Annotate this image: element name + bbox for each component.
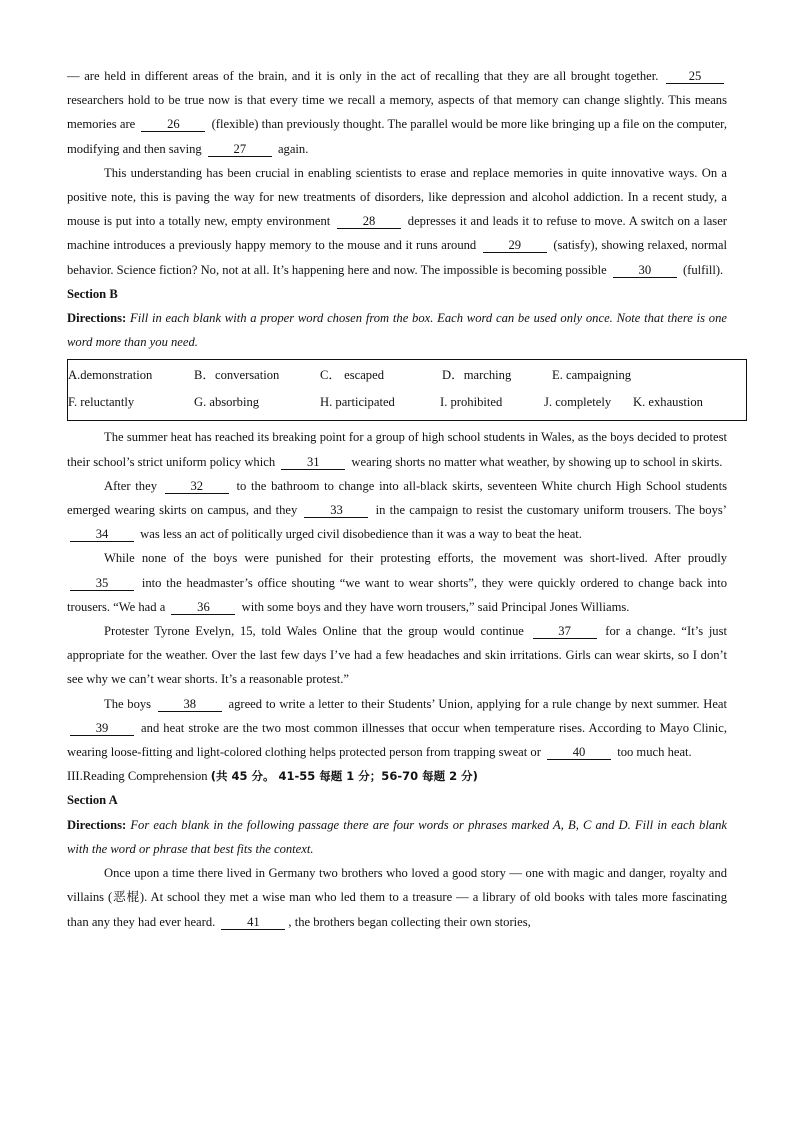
option-i: I. prohibited: [440, 395, 503, 410]
text-run: (fulfill).: [679, 262, 724, 277]
blank-25[interactable]: 25: [666, 69, 724, 84]
text-run: wearing shorts no matter what weather, by showing up to school in skirts.: [348, 454, 723, 469]
section-b-paragraph-4: [67, 619, 727, 692]
option-j: J. completely: [544, 395, 612, 410]
blank-37[interactable]: 37: [533, 624, 597, 639]
option-c: C． escaped: [320, 368, 384, 383]
passage-a-paragraph-2: [67, 161, 727, 282]
text-run: into the headmaster’s office shouting “we want to wear shorts”, they were quickly ordered to change back into trousers. “We had a: [67, 575, 727, 614]
text-run: for a change. “It’s just appropriate for the weather. Over the last few days I’ve had a few headaches and skin irritations. Girls can wear skirts, so I don’t see why we can’t wear shorts. It’s a reasonable protest.”: [67, 624, 728, 687]
text-run: and heat stroke are the two most common illnesses that occur when temperature rises. According to Mayo Clinic, wearing loose-fitting and light-colored clothing helps protected person from trapping sweat or: [67, 720, 727, 760]
directions-text: Fill in each blank with a proper word chosen from the box. Each word can be used only once. Note that there is one word more than you need.: [67, 311, 727, 350]
section-b-directions: [67, 306, 727, 354]
blank-26[interactable]: 26: [141, 117, 205, 132]
option-g: G. absorbing: [194, 395, 260, 410]
document-page: [67, 64, 727, 934]
text-run: , the brothers began collecting their own stories,: [288, 914, 531, 929]
part-iii-title-en: III.Reading Comprehension: [67, 769, 211, 784]
option-e: E. campaigning: [552, 368, 632, 383]
section-a-title: Section A: [67, 793, 118, 808]
option-a: A.demonstration: [68, 368, 153, 383]
option-b: B．conversation: [194, 368, 280, 383]
text-run: After they: [104, 478, 162, 493]
text-run: This understanding has been crucial in enabling scientists to erase and replace memories in quite innovative ways. On a positive note, this is paving the way for new treatments of disorders, like depression and alcohol addiction. In a recent study, a mouse is put into a totally new, empty environment: [67, 165, 727, 229]
section-b-paragraph-3: [67, 546, 727, 619]
blank-29[interactable]: 29: [483, 238, 547, 253]
blank-38[interactable]: 38: [158, 697, 222, 712]
option-d: D．marching: [442, 368, 512, 383]
text-run: The summer heat has reached its breaking point for a group of high school students in Wales, as the boys decided to protest their school’s strict uniform policy which: [67, 430, 727, 469]
section-a-directions: [67, 813, 727, 861]
text-run: Once upon a time there lived in Germany two brothers who loved a good story — one with magic and danger, royalty and villains (恶棍). At school they met a wise man who led them to a treasure — a library of old books with tales more fascinating than any they had ever heard.: [67, 866, 727, 929]
blank-30[interactable]: 30: [613, 263, 677, 278]
option-h: H. participated: [320, 395, 395, 410]
word-box-row-2: [68, 389, 746, 416]
word-box: [67, 359, 747, 421]
text-run: with some boys and they have worn trousers,” said Principal Jones Williams.: [238, 599, 630, 614]
word-box-row-1: [68, 362, 746, 389]
text-run: — are held in different areas of the brain, and it is only in the act of recalling that they are all brought together.: [67, 69, 663, 83]
section-b-paragraph-1: [67, 425, 727, 473]
blank-40[interactable]: 40: [547, 745, 611, 760]
part-iii-title: [67, 764, 727, 788]
directions-text: For each blank in the following passage there are four words or phrases marked A, B, C and D. Fill in each blank with the word or phrase that best fits the context.: [67, 817, 727, 856]
blank-39[interactable]: 39: [70, 721, 134, 736]
part-iii-title-zh: (共 45 分。 41-55 每题 1 分；56-70 每题 2 分): [210, 769, 478, 784]
text-run: in the campaign to resist the customary uniform trousers. The boys’: [371, 503, 728, 518]
blank-28[interactable]: 28: [337, 214, 401, 229]
blank-31[interactable]: 31: [281, 455, 345, 470]
text-run: (satisfy), showing relaxed, normal behavior. Science fiction? No, not at all. It’s happening here and now. The impossible is becoming possible: [67, 238, 727, 277]
section-b-paragraph-5: [67, 692, 727, 765]
text-run: Protester Tyrone Evelyn, 15, told Wales Online that the group would continue: [104, 624, 530, 639]
text-run: again.: [274, 141, 309, 156]
text-run: (flexible) than previously thought. The parallel would be more like bringing up a file on the computer, modifying and then saving: [67, 117, 727, 156]
text-run: depresses it and leads it to refuse to move. A switch on a laser machine introduces a previously happy memory to the mouse and it runs around: [67, 214, 727, 253]
text-run: was less an act of politically urged civil disobedience than it was a way to beat the heat.: [137, 527, 582, 542]
text-run: to the bathroom to change into all-black skirts, seventeen White church High School students emerged wearing skirts on campus, and they: [67, 478, 727, 518]
option-k: K. exhaustion: [633, 395, 703, 410]
text-run: agreed to write a letter to their Students’ Union, applying for a rule change by next summer. Heat: [224, 696, 728, 711]
section-b-title: Section B: [67, 286, 118, 301]
directions-label: Directions:: [67, 817, 127, 832]
text-run: The boys: [104, 696, 155, 711]
section-a-paragraph-1: [67, 861, 727, 934]
directions-label: Directions:: [67, 311, 127, 326]
text-run: researchers hold to be true now is that every time we recall a memory, aspects of that memory can change slightly. This means memories are: [67, 93, 727, 132]
option-f: F. reluctantly: [68, 395, 135, 410]
text-run: too much heat.: [614, 745, 692, 760]
text-run: While none of the boys were punished for their protesting efforts, the movement was short-lived. After proudly: [104, 551, 727, 566]
blank-34[interactable]: 34: [70, 527, 134, 542]
section-b-paragraph-2: [67, 474, 727, 547]
blank-33[interactable]: 33: [304, 503, 368, 518]
blank-27[interactable]: 27: [208, 142, 272, 157]
blank-35[interactable]: 35: [70, 576, 134, 591]
blank-32[interactable]: 32: [165, 479, 229, 494]
passage-a-paragraph-1: [67, 64, 727, 161]
blank-36[interactable]: 36: [171, 600, 235, 615]
blank-41[interactable]: 41: [221, 915, 285, 930]
